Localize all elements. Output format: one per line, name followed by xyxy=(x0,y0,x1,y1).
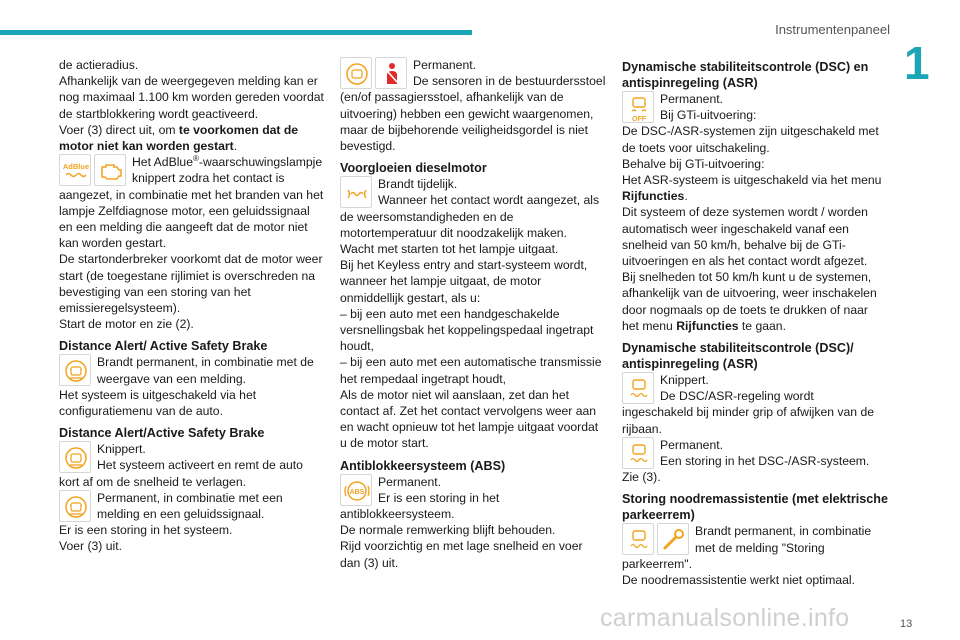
seatbelt-icon xyxy=(375,57,407,89)
heading-dsc-asr-2: Dynamische stabiliteitscontrole (DSC)/ antispinregeling (ASR) xyxy=(622,341,854,372)
paragraph: De noodremassistentie werkt niet optimaal. xyxy=(622,573,856,588)
paragraph: Rijd voorzichtig en met lage snelheid en voer dan (3) uit. xyxy=(340,539,583,570)
paragraph: Het ASR-systeem is uitgeschakeld via het menu Rijfuncties. xyxy=(622,173,882,204)
paragraph: – bij een auto met een automatische transmissie het rempedaal ingetrapt houdt, xyxy=(340,355,602,386)
glow-plug-icon xyxy=(340,176,372,208)
paragraph: Er is een storing in het systeem. xyxy=(59,523,233,538)
dsc-off-entry: OFF Permanent. Bij GTi-uitvoering: xyxy=(622,91,888,123)
collision-warning-icon xyxy=(59,490,91,522)
paragraph: Voer (3) uit. xyxy=(59,539,122,554)
paragraph: De startonderbreker voorkomt dat de motor weer start (de toegestane rijlimiet is overschreden na bevestiging van een storing van het emissieregelsysteem). xyxy=(59,252,323,316)
svg-text:AdBlue: AdBlue xyxy=(62,162,90,172)
header-accent-bar xyxy=(0,30,472,35)
paragraph: Dit systeem of deze systemen wordt / worden automatisch weer ingeschakeld vanaf een snelheid van 50 km/h, behalve bij de GTi-uitvoeringen en als het contact wordt afgezet. xyxy=(622,205,868,269)
adblue-icon xyxy=(59,154,91,186)
engine-icon xyxy=(94,154,126,186)
distance-alert-entry: Brandt permanent, in combinatie met de weergave van een melding. xyxy=(59,354,325,386)
paragraph: Als de motor niet wil aanslaan, zet dan het contact af. Zet het contact vervolgens weer aan en wacht opnieuw tot het lampje uitgaat voordat u de motor start. xyxy=(340,387,599,451)
wrench-icon xyxy=(657,523,689,555)
heading-dsc-asr: Dynamische stabiliteitscontrole (DSC) en antispinregeling (ASR) xyxy=(622,60,869,90)
heading-emergency-brake: Storing noodremassistentie (met elektrische parkeerrem) xyxy=(622,492,888,523)
watermark: carmanualsonline.info xyxy=(600,604,850,632)
adblue-entry: AdBlue Het AdBlue®-waarschuwingslampje knippert zodra het contact is aangezet, in combinatie met het branden van het lampje Zelfdiagnose motor, een geluidssignaal en een melding die aangeeft dat de motor niet kan worden gestart. xyxy=(59,154,324,251)
dsc-icon xyxy=(622,523,654,555)
distance-alert-blink-entry: Knippert. Het systeem activeert en remt de auto kort af om de snelheid te verlagen. xyxy=(59,442,303,489)
paragraph: Voer (3) direct uit, om te voorkomen dat de motor niet kan worden gestart. xyxy=(59,122,299,154)
paragraph: Bij het Keyless entry and start-systeem wordt, wanneer het lampje uitgaat, de motor onmiddellijk gestart, als u: xyxy=(340,258,588,305)
paragraph: Wacht met starten tot het lampje uitgaat. xyxy=(340,242,559,257)
dsc-blink-entry: Knippert. De DSC/ASR-regeling wordt ingeschakeld bij minder grip of afwijken van de rijbaan. xyxy=(622,373,875,436)
paragraph: De DSC-/ASR-systemen zijn uitgeschakeld met de toets voor uitschakeling. xyxy=(622,124,879,155)
paragraph: – bij een auto met een handgeschakelde versnellingsbak het koppelingspedaal ingetrapt houdt, xyxy=(340,306,594,354)
glow-plug-entry: Brandt tijdelijk. Wanneer het contact wordt aangezet, als de weersomstandigheden en de motortemperatuur dit noodzakelijk maken. xyxy=(340,177,600,240)
chapter-number: 1 xyxy=(904,37,930,89)
collision-warning-icon xyxy=(59,441,91,473)
dsc-icon xyxy=(622,437,654,469)
heading-distance-alert: Distance Alert/ Active Safety Brake xyxy=(59,339,268,354)
column-2 xyxy=(340,57,606,571)
page-number: 13 xyxy=(900,618,913,630)
collision-warning-icon xyxy=(59,354,91,386)
heading-abs: Antiblokkeersysteem (ABS) xyxy=(340,458,506,473)
collision-warning-icon xyxy=(340,57,372,89)
svg-text:OFF: OFF xyxy=(632,116,646,123)
emergency-brake-entry: Brandt permanent, in combinatie met de melding "Storing parkeerrem". xyxy=(622,524,872,571)
paragraph: Zie (3). xyxy=(622,470,661,485)
dsc-fault-entry: Permanent. Een storing in het DSC-/ASR-systeem. xyxy=(622,437,888,469)
paragraph: de actieradius. xyxy=(59,58,139,72)
distance-alert-fault-entry: Permanent, in combinatie met een melding en een geluidssignaal. xyxy=(59,490,325,522)
heading-distance-alert-2: Distance Alert/Active Safety Brake xyxy=(59,426,265,441)
svg-text:ABS: ABS xyxy=(349,488,365,496)
dsc-off-icon xyxy=(622,91,654,123)
paragraph: Start de motor en zie (2). xyxy=(59,317,194,332)
paragraph: Het systeem is uitgeschakeld via het configuratiemenu van de auto. xyxy=(59,387,257,419)
seatbelt-entry: Permanent. De sensoren in de bestuurdersstoel (en/of passagiersstoel, afhankelijk van de uitvoering) hebben een gewicht waargenomen, maar de bijbehorende veiligheidsgordel is niet bevestigd. xyxy=(340,58,606,154)
paragraph: Bij snelheden tot 50 km/h kunt u de systemen, afhankelijk van de uitvoering, weer inschakelen door nogmaals op de toets te drukken of naar het menu Rijfuncties te gaan. xyxy=(622,270,877,333)
paragraph: Behalve bij GTi-uitvoering: xyxy=(622,156,765,171)
abs-icon xyxy=(340,474,372,506)
column-3 xyxy=(622,57,888,588)
paragraph: Afhankelijk van de weergegeven melding kan er nog maximaal 1.100 km worden gereden voordat de startblokkering wordt geactiveerd. xyxy=(59,74,324,121)
dsc-icon xyxy=(622,372,654,404)
heading-glow-plug: Voorgloeien dieselmotor xyxy=(340,161,487,176)
section-title: Instrumentenpaneel xyxy=(775,22,890,37)
paragraph: De normale remwerking blijft behouden. xyxy=(340,523,556,538)
abs-entry: ABS Permanent. Er is een storing in het antiblokkeersysteem. xyxy=(340,474,500,522)
column-1 xyxy=(59,57,325,555)
